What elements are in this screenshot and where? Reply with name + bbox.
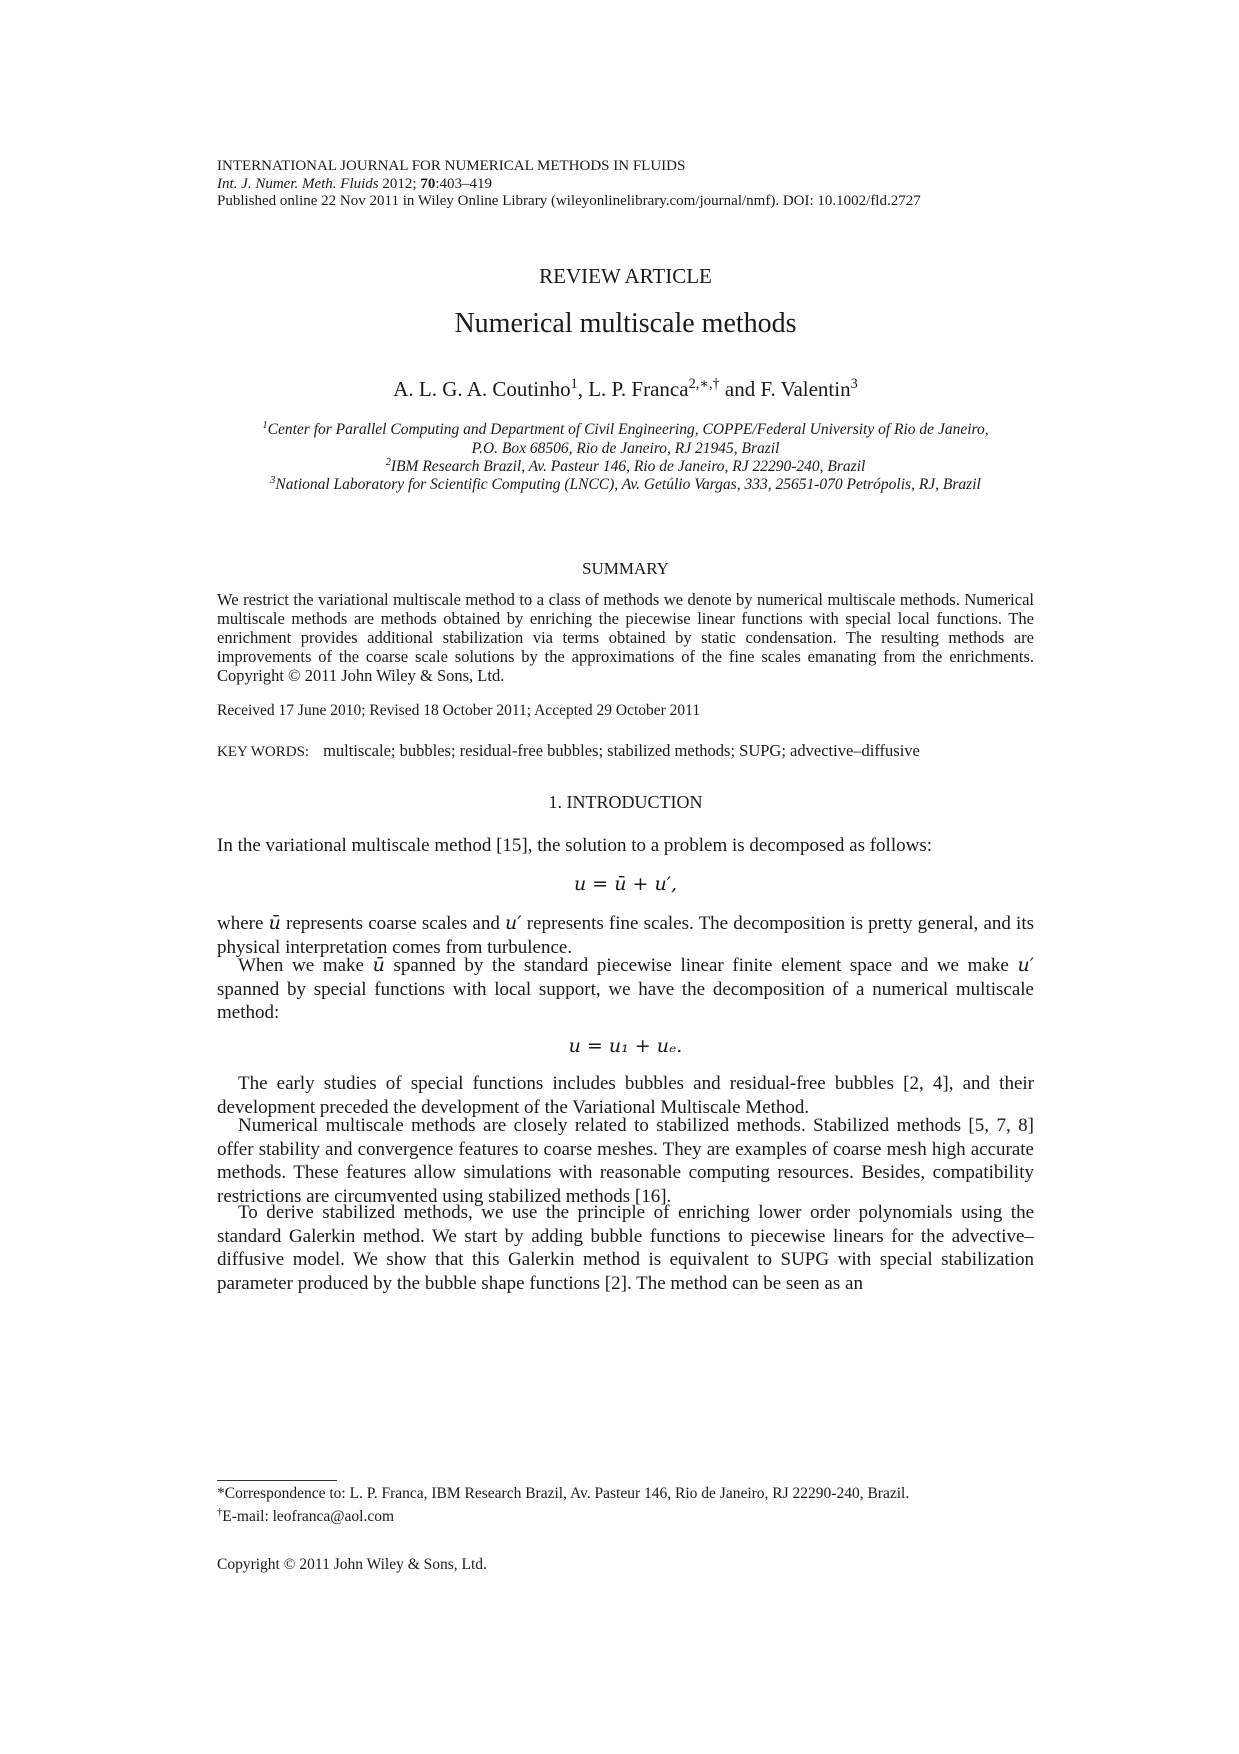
math-symbol: u′	[1017, 954, 1034, 976]
footnote-divider	[217, 1480, 337, 1481]
affiliation-1	[217, 420, 1034, 440]
text-run: spanned by special functions with local support, we have the decomposition of a numerical multiscale method:	[217, 978, 1034, 1023]
intro-paragraph-4: The early studies of special functions includes bubbles and residual-free bubbles [2, 4], and their development preceded the development of the Variational Multiscale Method.	[217, 1073, 1034, 1118]
text-run: where	[217, 913, 269, 934]
affiliation-mark: 2	[385, 456, 391, 468]
affiliation-text: National Laboratory for Scientific Computing (LNCC), Av. Getúlio Vargas, 333, 25651-070 Petrópolis, RJ, Brazil	[275, 476, 981, 493]
summary-heading: SUMMARY	[582, 559, 669, 578]
affiliation-1-line-2: P.O. Box 68506, Rio de Janeiro, RJ 21945, Brazil	[471, 440, 780, 457]
text-run: When we make	[238, 955, 373, 976]
footnote-email	[217, 1507, 1034, 1527]
journal-name: INTERNATIONAL JOURNAL FOR NUMERICAL METHODS IN FLUIDS	[217, 158, 686, 174]
received-dates: Received 17 June 2010; Revised 18 October 2011; Accepted 29 October 2011	[217, 702, 701, 719]
footnote-mark: †	[217, 1506, 223, 1518]
email-text: E-mail: leofranca@aol.com	[222, 1508, 395, 1525]
section-heading: 1. INTRODUCTION	[548, 792, 703, 812]
math-symbol: ū	[372, 954, 385, 976]
text-run: represents fine scales. The decomposition is pretty general, and its physical interpretation comes from turbulence.	[217, 913, 1035, 958]
text-run: spanned by the standard piecewise linear finite element space and we make	[384, 955, 1018, 976]
affiliation-text: Center for Parallel Computing and Department of Civil Engineering, COPPE/Federal University of Rio de Janeiro,	[267, 421, 989, 438]
article-type: REVIEW ARTICLE	[539, 264, 712, 288]
copyright-notice: Copyright © 2011 John Wiley & Sons, Ltd.	[217, 1556, 487, 1573]
author-list	[217, 377, 1034, 402]
equation-2: u = u₁ + uₑ.	[568, 1035, 683, 1057]
affiliation-mark: 3	[270, 474, 276, 486]
author-affiliation-mark: 2,∗,†	[688, 376, 720, 392]
keywords	[217, 741, 1034, 761]
equation-1: u = ū + u′,	[573, 873, 678, 895]
affiliation-mark: 1	[262, 419, 268, 431]
keywords-text: multiscale; bubbles; residual-free bubbles; stabilized methods; SUPG; advective–diffusive	[323, 741, 920, 760]
affiliation-2	[217, 457, 1034, 477]
author-franca: , L. P. Franca	[577, 377, 689, 401]
math-symbol: u′	[505, 912, 522, 934]
summary-text: We restrict the variational multiscale method to a class of methods we denote by numerical multiscale methods. Numerical multiscale methods are methods obtained by enriching the piecewise linear functions with special local functions. The enrichment provides additional stabilization via terms obtained by static condensation. The resulting methods are improvements of the coarse scale solutions by the approximations of the fine scales emanating from the enrichments. Copyright © 2011 John Wiley & Sons, Ltd.	[217, 590, 1034, 685]
affiliation-3	[217, 475, 1034, 495]
author-valentin: and F. Valentin	[719, 377, 851, 401]
intro-paragraph-2	[217, 912, 1034, 959]
text-run: represents coarse scales and	[280, 913, 506, 934]
citation-volume: 70	[420, 176, 436, 192]
intro-paragraph-5: Numerical multiscale methods are closely related to stabilized methods. Stabilized methods [5, 7, 8] offer stability and convergence features to coarse meshes. They are examples of coarse mesh high accurate methods. These features allow simulations with reasonable computing resources. Besides, compatibility restrictions are circumvented using stabilized methods [16].	[217, 1115, 1034, 1207]
page-title: Numerical multiscale methods	[454, 308, 797, 339]
citation-journal-abbrev: Int. J. Numer. Meth. Fluids	[217, 176, 379, 192]
author-affiliation-mark: 1	[570, 376, 578, 392]
intro-paragraph-1: In the variational multiscale method [15], the solution to a problem is decomposed as follows:	[217, 835, 932, 856]
citation-year: 2012;	[378, 176, 421, 192]
affiliation-text: IBM Research Brazil, Av. Pasteur 146, Rio de Janeiro, RJ 22290-240, Brazil	[390, 458, 866, 475]
intro-paragraph-6: To derive stabilized methods, we use the principle of enriching lower order polynomials using the standard Galerkin method. We start by adding bubble functions to piecewise linears for the advective–diffusive model. We show that this Galerkin method is equivalent to SUPG with special stabilization parameter produced by the bubble shape functions [2]. The method can be seen as an	[217, 1202, 1034, 1294]
math-symbol: ū	[268, 912, 281, 934]
footnote-correspondence: *Correspondence to: L. P. Franca, IBM Research Brazil, Av. Pasteur 146, Rio de Janeiro, RJ 22290-240, Brazil.	[217, 1485, 910, 1502]
citation-pages: :403–419	[435, 176, 492, 192]
publication-info: Published online 22 Nov 2011 in Wiley Online Library (wileyonlinelibrary.com/journal/nmf). DOI: 10.1002/fld.2727	[217, 193, 921, 209]
author-coutinho: A. L. G. A. Coutinho	[393, 377, 571, 401]
author-affiliation-mark: 3	[850, 376, 858, 392]
intro-paragraph-3	[217, 954, 1034, 1025]
keywords-label: KEY WORDS:	[217, 744, 310, 760]
